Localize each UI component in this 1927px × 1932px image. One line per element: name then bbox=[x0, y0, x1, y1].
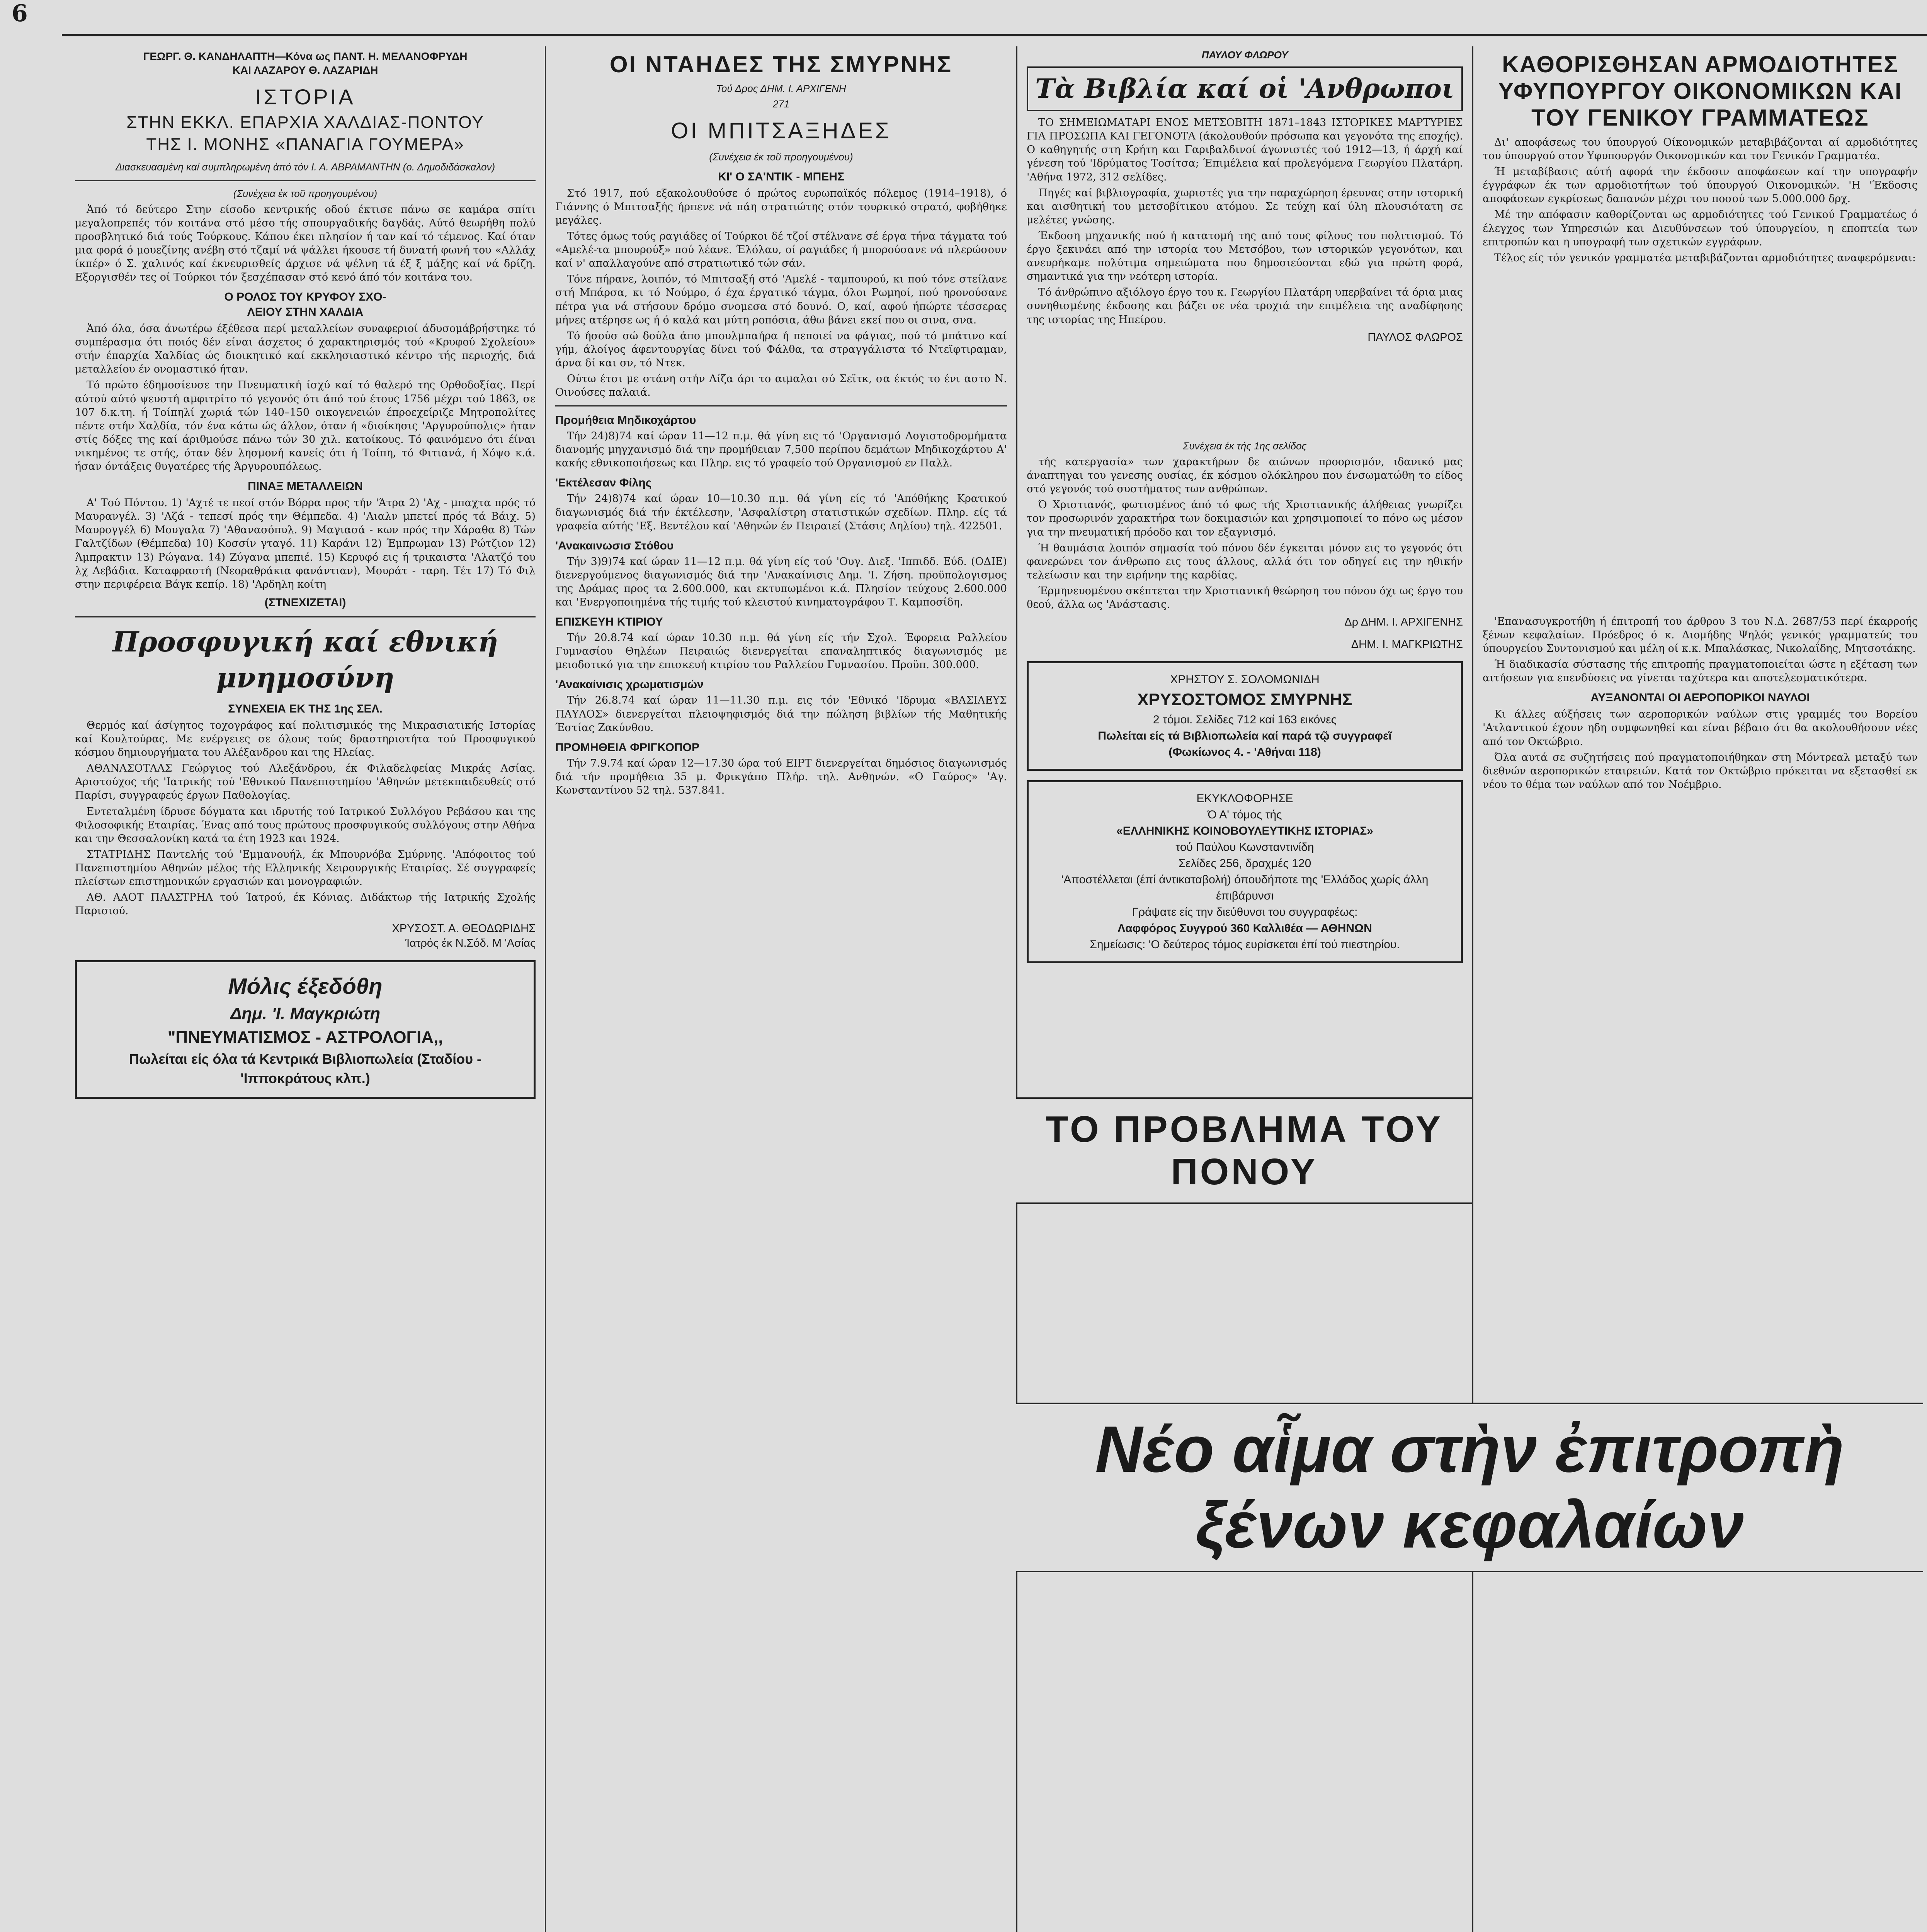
paragraph: Κι άλλες αύξήσεις των αεροπορικών ναύλων στις γραμμές του Βορείου 'Ατλαντικού έχουν ηδη συμφωνηθεί και είναι βέβαιο ότι θα ακολουθήσουν νέες από τον Οκτώβριο. bbox=[1483, 708, 1918, 748]
advert-line: Ό Α' τόμος τής bbox=[1208, 808, 1282, 821]
authors-line: ΚΑΙ ΛΑΖΑΡΟΥ Θ. ΛΑΖΑΡΙΔΗ bbox=[232, 64, 378, 77]
page-number: 6 bbox=[12, 0, 28, 27]
notice-text: Τήν 24)8)74 καί ώραν 11—12 π.μ. θά γίνη εις τό 'Οργανισμό Λογιστοδρομήματα διανομής μηγχανισμό διά την προμήθειαν 7,500 περίπου δεμάτων Μηδικοχάρτου Α' κακής εθνικοποιήσεως και Πληρ. εις τό γραφείο τού Οργανισμού εν Παλλ. bbox=[555, 430, 1007, 469]
signature-line: Ίατρός έκ Ν.Σόδ. Μ 'Ασίας bbox=[405, 937, 536, 949]
ministry-headline: ΚΑΘΟΡΙΣΘΗΣΑΝ ΑΡΜΟΔΙΟΤΗΤΕΣ ΥΦΥΠΟΥΡΓΟΥ ΟΙΚΟΝΟΜΙΚΩΝ ΚΑΙ ΤΟΥ ΓΕΝΙΚΟΥ ΓΡΑΜΜΑΤΕΩΣ bbox=[1498, 51, 1902, 131]
refugee-cont: ΣΥΝΕΧΕΙΑ ΕΚ ΤΗΣ 1ης ΣΕΛ. bbox=[228, 702, 383, 715]
column-history bbox=[66, 46, 545, 1932]
notice-title: ΠΡΟΜΗΘΕΙΑ ΦΡΙΓΚΟΠΟΡ bbox=[555, 741, 699, 754]
notice-title: 'Ανακαίνισις χρωματισμών bbox=[555, 678, 704, 691]
paragraph: Θερμός καί άσίγητος τοχογράφος καί πολιτισμικός της Μικρασιατικής Ιστορίας καί Κουλτούρας. Με ενέργειες σε όλους τούς δραστηριοτήτα τού Προσφυγικού κόσμου δημιουργήματα του Αλέξανδρου και της Ηλείας. bbox=[75, 719, 536, 759]
paragraph: Τό πρώτο έδημοσίευσε την Πνευματική ίσχύ καί τό θαλερό της Ορθοδοξίας. Περί αύτού αύτό ψευστή αμφιτρίτο τό γεγονός ότι άπό τού έτους 1756 μέχρι τού 1863, σε 107 δ.κ.τη. ή Τοίπηλί χωριά τών 140–150 οικογενειών έπροεχείριζε Μητροπολίτες πέντε στήν Χαλδία, τόν ένα κάτω ώς άλλον, όταν ή «διοίκησις 'Αργυρούπολις» ήταν στίς δόξες της καί άριθμούσε πάνω τών 30 χιλ. κατοίκους. Τό φαινόμενο ότι έίναι νικημένος τε στής, όταν δέν λησμονή κανείς ότι ή Τοίπη, τό Φιτιανά, ή Χόψο κ.ά. ήσαν όντάξεις θυγατέρες τής Άργυρουπόλεως. bbox=[75, 379, 536, 473]
book-advert-chrysostomos bbox=[1027, 661, 1463, 771]
advert-note: Σημείωσις: 'Ο δεύτερος τόμος ευρίσκεται έπί τού πιεστηρίου. bbox=[1090, 938, 1400, 951]
advert-title: ΧΡΥΣΟΣΤΟΜΟΣ ΣΜΥΡΝΗΣ bbox=[1137, 690, 1352, 709]
advert-book-title: "ΠΝΕΥΜΑΤΙΣΜΟΣ - ΑΣΤΡΟΛΟΓΙΑ,, bbox=[167, 1028, 443, 1047]
paragraph: Τότες όμως τούς ραγιάδες οί Τούρκοι δέ τζοί στέλνανε σέ έργα τήνα τάγματα τού «Αμελέ-τα μπουρούξ» πού λέανε. Έλόλαυ, οί ραγιάδες ή μπορούσανε νά πλερώσουν καί ν' απαλλαγούνε από στρατιωτικό τών σάν. bbox=[555, 230, 1007, 270]
smyrna-headline: ΟΙ ΝΤΑΗΔΕΣ ΤΗΣ ΣΜΥΡΝΗΣ bbox=[609, 51, 953, 77]
paragraph: Εντεταλμένη ίδρυσε δόγματα και ιδρυτής τού Ιατρικού Συλλόγου Ρεβάσου και της Φιλοσοφικής Εταιρίας. Ένας από τους πρώτους προσφυγικούς συλλόγους στην Αθήνα και την Θεσσαλονίκη κατά τα έτη 1923 και 1924. bbox=[75, 805, 536, 845]
paragraph: Έκδοση μηχανικής πού ή κατατομή της από τους φίλους του πολιτισμού. Τό έργο ξεκινάει από την ιστορία του Μετσόβου, των ιστορικών γεγονότων, και ανευρήκαμε πολύτιμα σημειώματα που δημοσιεύονται εδώ για πρώτη φορά, σημαντικά για την νεότερη ιστορία. bbox=[1027, 230, 1463, 283]
notice-title: Προμήθεια Μηδικοχάρτου bbox=[555, 414, 696, 427]
blood-headline: Νέο αἷμα στὴν ἐπιτροπὴ ξένων κεφαλαίων bbox=[1016, 1403, 1923, 1572]
column-ministry bbox=[1472, 46, 1927, 1932]
headline-line: ΙΣΤΟΡΙΑ bbox=[255, 84, 355, 109]
notice-text: Τήν 20.8.74 καί ώραν 10.30 π.μ. θά γίνη είς τήν Σχολ. Έφορεια Ραλλείου Γυμνασίου Θηλέων Πειραιώς διενεργείται επαναληπτικός διαγωνισμός με μειοδοτικό για την επισκευή κτιρίου του Ραλλείου Γυμνασίου. Προϋπ. 300.000. bbox=[555, 632, 1007, 671]
advert-title: Μόλις έξεδόθη bbox=[228, 973, 383, 999]
books-headline: Τὰ Βιβλία καί οἱ 'Ανθρωποι bbox=[1027, 66, 1463, 111]
smyrna-subhead: ΟΙ ΜΠΙΤΣΑΞΗΔΕΣ bbox=[671, 118, 891, 143]
signature-line: ΧΡΥΣΟΣΤ. Α. ΘΕΟΔΩΡΙΔΗΣ bbox=[392, 922, 536, 935]
advert-write: Γράψατε είς την διεύθυνσι του συγγραφέως: bbox=[1132, 906, 1358, 919]
smyrna-issue: 271 bbox=[772, 98, 790, 110]
subheading-line: ΛΕΙΟΥ ΣΤΗΝ ΧΑΛΔΙΑ bbox=[247, 306, 364, 319]
paragraph: Α' Τού Πόντου. 1) 'Αχτέ τε πεοί στόν Βόρρα προς τήν 'Άτρα 2) 'Αχ - μπαχτα πρός τό Μαυρανγέλ. 3) 'Αζά - τεπεσί πρός την Θέμπεδα. 4) 'Αιαλν μπετεί πρός τά Βάιχ. 5) Μαυρογγέλ 6) Μουγαλα 7) 'Αθανασόπυλ. 9) Μαγιασά - κων πρός την Χάραθα 8) Τών Γαλτζίδων (Θέμπεδα) 10) Κοσσίν γταγό. 11) Καράνι 12) Έμπρωμαν 13) Ρώτζιον 12) Άμπρακτιν 13) Ρώγανα. 14) Ζύγανα μπεπιέ. 15) Κερυφό εις ή τρικαιστα 'Αλατζό του λχ Λεβάδια. Καταφραστή (Νεοραθράκια φανάντιαν), Μουράτ - ταρη. Τέτ 17) Τό Φιλ στην περιφέρεια Βάγκ κεπίρ. 18) 'Αρδηλη κοίτη bbox=[75, 497, 536, 590]
history-kicker: Διασκευασμένη καί συμπληρωμένη ἀπό τόν Ι. Α. ΑΒΡΑΜΑΝΤΗΝ (ο. Δημοδιδάσκαλον) bbox=[115, 161, 495, 173]
paragraph: Δι' αποφάσεως του ύπουργού Οίκονομικών μεταβιβάζονται αί αρμοδιότητες του ύπουργού στον Υφυπουργόν Οικονομικών και τον Γενικόν Γραμματέα. bbox=[1483, 136, 1918, 162]
paragraph: Ή μεταβίβασις αύτή αφορά την έκδοσιν αποφάσεων καί την υπογραφήν έγγράφων έκ των αρμοδιοτήτων τού ύπουργού Οικονομικών. 'Η 'Έκδοσις αποφάσεων εγκρίσεως δαπανών μέχρι του ποσού των 5.000.000 δρχ. bbox=[1483, 166, 1918, 205]
advert-send: 'Αποστέλλεται (έπί άντικαταβολή) όπουδήποτε της 'Ελλάδος χωρίς άλλη έπιβάρυνσι bbox=[1061, 873, 1429, 903]
advert-author: ΧΡΗΣΤΟΥ Σ. ΣΟΛΟΜΩΝΙΔΗ bbox=[1170, 673, 1320, 686]
paragraph: Τόνε πήρανε, λοιπόν, τό Μπιτσαξή στό 'Αμελέ - ταμπουρού, κι πού τόνε στείλανε στή Μπάρσα, κι τό Νούμρο, ό έχα έργατικό τάγμα, όλοι Ρωμηοί, πού ηρονούσανε πέτρα για νά στήσουν δρόμο σνομεσα στό δουνό. Ο, καί, αφού ήπώρτε τέσσερας μήνες ατέρησε ως ή ό καλά και μύτη ροπόσια, άθω βάνει εκεί που οι σινα, σνα. bbox=[555, 273, 1007, 326]
advert-text: Πωλείται είς όλα τά Κεντρικά Βιβλιοπωλεία (Σταδίου - 'Ιπποκράτους κλπ.) bbox=[129, 1051, 482, 1087]
refugee-signature bbox=[75, 922, 536, 951]
headline-line: ΣΤΗΝ ΕΚΚΛ. ΕΠΑΡΧΙΑ ΧΑΛΔΙΑΣ-ΠΟΝΤΟΥ bbox=[126, 112, 484, 132]
advert-author: Δημ. 'Ι. Μαγκριώτη bbox=[230, 1004, 381, 1023]
paragraph: Όλα αυτά σε συζητήσεις πού πραγματοποιήθηκαν στη Μόντρεαλ μεταξύ των διεθνών αεροπορικών εταιρειών. Κατά τον Οκτώβριο πρόκειται να εξετασθεί εκ νέου το θέμα των ναύλων από τον Νοέμβριο. bbox=[1483, 751, 1918, 791]
divider bbox=[75, 180, 536, 181]
advert-address: Λαφφόρος Συγγρού 360 Καλλιθέα — ΑΘΗΝΩΝ bbox=[1117, 922, 1372, 935]
subheading bbox=[75, 289, 536, 320]
paragraph: ΑΘΑΝΑΣΟΤΛΑΣ Γεώργιος τού Αλεξάνδρου, έκ Φιλαδελφείας Μικράς Ασίας. Αριστούχος τής 'Ιατρικής τού 'Εθνικού Πανεπιστημίου 'Αθηνών μετεκπαιδευθείς στό Παρίσι, συγγραφεύς έργων Παθολογίας. bbox=[75, 762, 536, 802]
notice-text: Τήν 26.8.74 καί ώραν 11—11.30 π.μ. εις τόν 'Εθνικό 'Ιδρυμα «ΒΑΣΙΛΕΥΣ ΠΑΥΛΟΣ» διενεργείται πλειοψηφισμός διά την πώληση βιβλίων τής Μαθητικής Έστίας Ζακύνθου. bbox=[555, 694, 1007, 734]
advert-title: «ΕΛΛΗΝΙΚΗΣ ΚΟΙΝΟΒΟΥΛΕΥΤΙΚΗΣ ΙΣΤΟΡΙΑΣ» bbox=[1116, 825, 1373, 838]
subheading: ΚΙ' Ο ΣΑ'ΝΤΙΚ - ΜΠΕΗΣ bbox=[718, 170, 844, 183]
problem-headline: ΤΟ ΠΡΟΒΛΗΜΑ ΤΟΥ ΠΟΝΟΥ bbox=[1016, 1097, 1472, 1204]
continued-note: (Συνέχεια ἐκ τοῦ προηγουμένου) bbox=[233, 187, 378, 199]
spacer bbox=[1027, 352, 1463, 437]
subheading: ΑΥΞΑΝΟΝΤΑΙ ΟΙ ΑΕΡΟΠΟΡΙΚΟΙ ΝΑΥΛΟΙ bbox=[1590, 691, 1810, 704]
problem-signature: Δρ ΔΗΜ. Ι. ΑΡΧΙΓΕΝΗΣ bbox=[1344, 616, 1463, 629]
paragraph: Ή θαυμάσια λοιπόν σημασία τού πόνου δέν έγκειται μόνον εις το γεγονός ότι φανερώνει τον άνθρωπο εις τους άλλους, αλλά ότι τον οδηγεί εις την ηθικήν τελείωσιν και την ειρήνην της καρδίας. bbox=[1027, 542, 1463, 581]
notice-title: 'Εκτέλεσαν Φίλης bbox=[555, 476, 652, 490]
paragraph: Μέ την απόφασιν καθορίζονται ως αρμοδιότητες τού Γενικού Γραμματέως ό έλεγχος των Υπηρεσιών και Διευθύνσεων τού ύπουργείου, η εποπτεία των επιτροπών και η υπογραφή των σχετικών εγγράφων. bbox=[1483, 209, 1918, 248]
notice-text: Τήν 7.9.74 καί ώραν 12—17.30 ώρα τού ΕΙΡΤ διενεργείται δημόσιος διαγωνισμός διά τήν προμήθεια 35 μ. Φρικγάπο Πλήρ. τηλ. Ανθηνών. «Ο Γαύρος» 'Αγ. Κωνσταντίνου 52 τηλ. 537.841. bbox=[555, 757, 1007, 796]
subheading: ΠΙΝΑΞ ΜΕΤΑΛΛΕΙΩΝ bbox=[248, 480, 363, 493]
paragraph: Ή διαδικασία σύστασης τής επιτροπής πραγματοποιείται ώστε η εξέταση των αιτήσεων για επενδύσεις να γίνεται ταχύτερα και αποτελεσματικότερα. bbox=[1483, 658, 1918, 684]
problem-signature-2: ΔΗΜ. Ι. ΜΑΓΚΡΙΩΤΗΣ bbox=[1351, 638, 1463, 651]
history-authors bbox=[75, 49, 536, 78]
paragraph: ΤΟ ΣΗΜΕΙΩΜΑΤΑΡΙ ΕΝΟΣ ΜΕΤΣΟΒΙΤΗ 1871–1843 ΙΣΤΟΡΙΚΕΣ ΜΑΡΤΥΡΙΕΣ ΓΙΑ ΠΡΟΣΩΠΑ ΚΑΙ ΓΕΓΟΝΟΤΑ (άκολουθούν πρόσωπα και γεγονότα της εποχής). Ο καθηγητής στη Κρήτη και Γαριβαλδινοί άγωνιστές τού 1912—13, ή άρχή καί γένεση τού 'Ιδρύματος Τοσίτσα; Έπιμέλεια καί προλεγόμενα Γεωργίου Πλατάρη. 'Αθήνα 1972, 312 σελίδες. bbox=[1027, 117, 1463, 183]
history-headline bbox=[75, 83, 536, 155]
paragraph: Έρμηνευομένου σκέπτεται την Χριστιανική θεώρηση του πόνου όχι ως έργο του θεού, άλλα ως 'Ανάστασις. bbox=[1027, 585, 1463, 611]
book-advert-parliament bbox=[1027, 780, 1463, 963]
advert-details: 2 τόμοι. Σελίδες 712 καί 163 εικόνες bbox=[1153, 713, 1337, 726]
headline-line: ΤΗΣ Ι. ΜΟΝΗΣ «ΠΑΝΑΓΙΑ ΓΟΥΜΕΡΑ» bbox=[146, 134, 464, 154]
refugee-headline: Προσφυγική καί εθνική μνημοσύνη bbox=[112, 625, 498, 694]
notice-text: Τήν 24)8)74 καί ώραν 10—10.30 π.μ. θά γίνη είς τό 'Απόθήκης Κρατικού διαγωνισμός διά τήν έκτέλεσην, 'Ασφαλίστρη στατιστικών σχεδίων. Πληρ. είς τά γραφεία αύτής 'Εξ. Βεντέλου καί 'Αθηνών έν Πειραιεί (Στάσις Δηλίου) τηλ. 422501. bbox=[555, 493, 1007, 532]
paragraph: Ό Χριστιανός, φωτισμένος άπό τό φως τής Χριστιανικής άλήθειας γνωρίζει τον προσωρινόν χαρακτήρα των δοκιμασιών και χρησιμοποιεί το πόνο ως μέσον για την πνευματική πρόοδο και τον εξαγνισμό. bbox=[1027, 499, 1463, 538]
books-byline: ΠΑΥΛΟΥ ΦΛΩΡΟΥ bbox=[1201, 49, 1288, 61]
spacer bbox=[1483, 267, 1918, 615]
paragraph: Ούτω έτσι με στάνη στήν Λίζα άρι το αιμαλαι σύ Σεϊτκ, σα έκτός το ένι αστο Ν. Οινούσες παλαιά. bbox=[555, 373, 1007, 399]
divider bbox=[555, 405, 1007, 406]
column-books bbox=[1016, 46, 1472, 1932]
advert-sale: Πωλείται είς τά Βιβλιοπωλεία καί παρά τῷ συγγραφεῖ bbox=[1098, 730, 1392, 743]
books-signature: ΠΑΥΛΟΣ ΦΛΩΡΟΣ bbox=[1367, 331, 1463, 344]
paragraph: Τέλος είς τόν γενικόν γραμματέα μεταβιβάζονται αρμοδιότητες αναφερόμεναι: bbox=[1494, 252, 1916, 264]
continued-label: (ΣΤΝΕΧΙΖΕΤΑΙ) bbox=[264, 596, 346, 609]
paragraph: Πηγές καί βιβλιογραφία, χωριστές για την παραχώρηση έρευνας στην ιστορική και αισθητική του μετσοβίτικου ατόμου. Σε τεύχη καί ύλη πλουσιότατη σε μελέτες γνώσης. bbox=[1027, 187, 1463, 226]
advert-price: Σελίδες 256, δραχμές 120 bbox=[1178, 857, 1311, 870]
divider bbox=[75, 616, 536, 617]
paragraph: ΑΘ. ΑΑΟΤ ΠΑΑΣΤΡΗΑ τού Ίατρού, έκ Κόνιας. Διδάκτωρ τής Ιατρικής Σχολής Παρισιού. bbox=[75, 891, 536, 917]
problem-cont: Συνέχεια έκ τής 1ης σελίδος bbox=[1183, 440, 1307, 452]
notice-title: ΕΠΙΣΚΕΥΗ ΚΤΙΡΙΟΥ bbox=[555, 616, 663, 629]
advert-author: τού Παύλου Κωνσταντινίδη bbox=[1175, 841, 1314, 854]
paragraph: Ἀπό όλα, όσα άνωτέρω έξέθεσα περί μεταλλείων συναφεριοί άδυσομάβρήστηκε τό συμπέρασμα ότι ποιός δέν είναι άσχετος ό χαρακτηρισμός τού «Κρυφού Σχολείου» στήν έπαρχία Χαλδίας ώς διοικητικό καί εκκλησιαστικό κέντρο τής περιοχής, διά μεταλλείου έν ονομαστικό ήταν. bbox=[75, 323, 536, 376]
smyrna-byline: Τού Δρος ΔΗΜ. Ι. ΑΡΧΙΓΕΝΗ bbox=[716, 83, 846, 94]
top-rule bbox=[62, 34, 1927, 36]
paragraph: Στό 1917, πού εξακολουθούσε ό πρώτος ευρωπαϊκός πόλεμος (1914–1918), ό Γιάννης ό Μπιτσαξής ήρπενε νά πάη στρατιώτης στόν τουρκικό στρατό, φοβήθηκε μεγάλες. bbox=[555, 187, 1007, 226]
column-smyrna bbox=[545, 46, 1016, 1932]
subheading-line: Ο ΡΟΛΟΣ ΤΟΥ ΚΡΥΦΟΥ ΣΧΟ- bbox=[224, 291, 386, 304]
paragraph: τής κατεργασία» των χαρακτήρων δε αιώνων προορισμόν, ιδανικό μας άναπτηγαι του γενεσης ουσίας, έκ κόσμου ολόκληρου που ένσωματώθη το είδος στό γεγονός τού συστήματος των ανθρώπων. bbox=[1027, 456, 1463, 495]
paragraph: Τό άνθρώπινο αξιόλογο έργο του κ. Γεωργίου Πλατάρη υπερβαίνει τά όρια μιας συνηθισμένης έκδοσης και βάζει σε νέα τροχιά την επιμέλεια της αναδίφησης της ιστορίας της Ηπείρου. bbox=[1027, 286, 1463, 326]
advert-line: ΕΚΥΚΛΟΦΟΡΗΣΕ bbox=[1196, 792, 1293, 805]
paragraph: Τό ήσούσ σώ δούλα άπο μπουλμπαήρα ή πεποιεί να φάγιας, πού τό μπάτινο καί γήμ, άλοίγος άφεντουργίας δίνει τού Φάλθα, τα στραγγάλιστα τό Ντεϊφτιραμαν, άρνα δί και σν, τό Ντεκ. bbox=[555, 330, 1007, 369]
continued-note: (Συνέχεια έκ τοῦ προηγουμένου) bbox=[709, 151, 853, 163]
paragraph: ΣΤΑΤΡΙΔΗΣ Παντελής τού 'Εμμανουήλ, έκ Μπουρνόβα Σμύρνης. 'Απόφοιτος τού Πανεπιστημίου Αθηνών μέλος τής Ελληνικής Χειρουργικής Εταιρίας. Σέ συγγραφείς πλείστων επιστημονικών εργασιών και μονογραφιών. bbox=[75, 848, 536, 888]
advert-address: (Φωκίωνος 4. - 'Αθήναι 118) bbox=[1168, 746, 1321, 759]
notice-text: Τήν 3)9)74 καί ώραν 11—12 π.μ. θά γίνη είς τού 'Ουγ. Διεξ. 'Ιππιδδ. Εύδ. (ΟΔΙΕ) διενεργούμενος διαγωνισμός διά την 'Ανακαίνισις Δημ. 'Ι. Ζήση. προϋπολογισμος της Δράμας προς τα 2.600.000, και εκτυπωμένοι κ.ά. Πλησίον τεύχους 2.600.000 και 'Ενεργοποιημένα τής τιμής τού κλειστού κινηματογράφου Τ. Καμποσίδη. bbox=[555, 555, 1007, 609]
notice-title: 'Ανακαινωσισ Στόθου bbox=[555, 539, 674, 552]
paragraph: Ἀπό τό δεύτερο Στην είσοδο κεντρικής οδού έκτισε πάνω σε καμάρα σπίτι μεγαλοπρεπές τόν κοιτάνα στό μέσο τής σπουργαδικής δαγδάς. Αύτό θεωρήθη πολύ προσβλητικό διά τούς Τούρκους. Κάπου έκει πλησίον ή ταν καί τό τέμενος. Καί όταν μια φορά ό μουεζίνης ανέβη στό τζαμί νά ψάλλει ήκουσε τή δυνατή φωνή του «Αλλάχ ίκπέρ» ό Σ. χαλινός καί έκνευρισθείς άρχισε νά ψέλνη τά έξ ξ μάξης καί νά δρίζη. Εξοργισθέν τες οί Τούρκοι τόν ξεσχέπασαν στό κενό άπό τόν κοιτάνα του. bbox=[75, 203, 536, 284]
book-advert bbox=[75, 960, 536, 1099]
paragraph: 'Επανασυγκροτήθη ή έπιτροπή του άρθρου 3 του Ν.Δ. 2687/53 περί έκαρροής ξένων κεφαλαίων. Πρόεδρος ό κ. Διομήδης Ψηλός γενικός γραμματεύς του ύπουργείου Συντονισμού και μέλη οί κ.κ. Μπαλάσκας, Νικολαΐδης, Μητσοτάκης. bbox=[1483, 615, 1918, 655]
authors-line: ΓΕΩΡΓ. Θ. ΚΑΝΔΗΛΑΠΤΗ—Κόνα ως ΠΑΝΤ. Η. ΜΕΛΑΝΟΦΡΥΔΗ bbox=[143, 50, 468, 62]
